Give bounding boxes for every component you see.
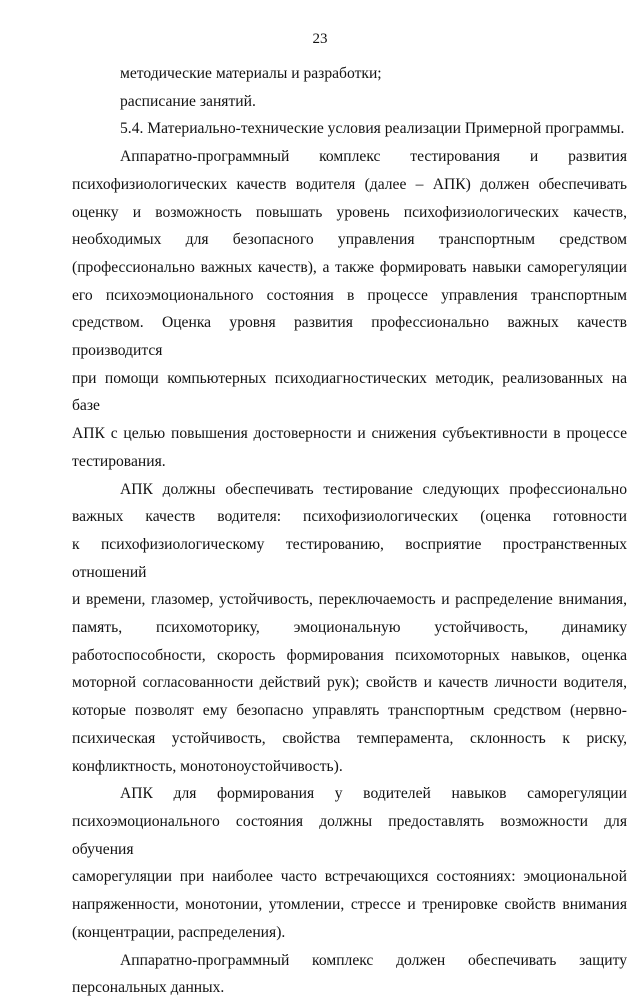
- paragraph-line: работоспособности, скорость формирования психомоторных навыков, оценка: [72, 646, 627, 664]
- paragraph-apk-testing: [72, 476, 627, 781]
- paragraph-line: конфликтность, монотоноустойчивость).: [72, 757, 343, 775]
- paragraph-line: АПК для формирования у водителей навыков саморегуляции: [120, 785, 627, 803]
- paragraph-line: и времени, глазомер, устойчивость, переключаемость и распределение внимания,: [72, 591, 627, 609]
- paragraph-line: Аппаратно-программный комплекс должен обеспечивать защиту: [120, 951, 627, 969]
- paragraph-line: АПК с целью повышения достоверности и снижения субъективности в процессе: [72, 425, 627, 443]
- paragraph-line: оценку и возможность повышать уровень психофизиологических качеств,: [72, 203, 627, 221]
- page-body: [72, 60, 627, 1002]
- paragraph-line: АПК должны обеспечивать тестирование следующих профессионально: [120, 480, 627, 498]
- paragraph-data-protection: [72, 947, 627, 1002]
- paragraph-line: напряженности, монотонии, утомлении, стрессе и тренировке свойств внимания: [72, 896, 627, 914]
- paragraph-line: психофизиологических качеств водителя (далее – АПК) должен обеспечивать: [72, 175, 627, 193]
- paragraph-line: важных качеств водителя: психофизиологических (оценка готовности: [72, 508, 627, 526]
- list-item: методические материалы и разработки;: [120, 65, 382, 82]
- page-number: 23: [312, 31, 328, 47]
- paragraph-line: необходимых для безопасного управления транспортным средством: [72, 231, 627, 249]
- paragraph-line: средством. Оценка уровня развития профессионально важных качеств производится: [72, 314, 627, 360]
- paragraph-line: к психофизиологическому тестированию, восприятие пространственных отношений: [72, 535, 627, 581]
- paragraph-line: саморегуляции при наиболее часто встречающихся состояниях: эмоциональной: [72, 868, 627, 886]
- paragraph-apk-self-regulation: [72, 780, 627, 946]
- paragraph-line: моторной согласованности действий рук); свойств и качеств личности водителя,: [72, 674, 627, 692]
- paragraph-line: персональных данных.: [72, 979, 225, 997]
- paragraph-line: психоэмоционального состояния должны предоставлять возможности для обучения: [72, 812, 627, 858]
- paragraph-line: при помощи компьютерных психодиагностических методик, реализованных на базе: [72, 369, 627, 415]
- paragraph-line: которые позволят ему безопасно управлять транспортным средством (нервно-: [72, 702, 627, 720]
- list-item: расписание занятий.: [120, 92, 256, 110]
- section-heading: 5.4. Материально-технические условия реализации Примерной программы.: [120, 120, 625, 138]
- paragraph-line: (профессионально важных качеств), а также формировать навыки саморегуляции: [72, 258, 627, 276]
- paragraph-line: тестирования.: [72, 452, 166, 470]
- paragraph-line: Аппаратно-программный комплекс тестирования и развития: [120, 148, 627, 166]
- paragraph-line: его психоэмоционального состояния в процессе управления транспортным: [72, 286, 627, 304]
- paragraph-apk-overview: [72, 143, 627, 475]
- paragraph-line: (концентрации, распределения).: [72, 923, 286, 941]
- paragraph-line: память, психомоторику, эмоциональную устойчивость, динамику: [72, 619, 627, 637]
- paragraph-line: психическая устойчивость, свойства темперамента, склонность к риску,: [72, 729, 627, 747]
